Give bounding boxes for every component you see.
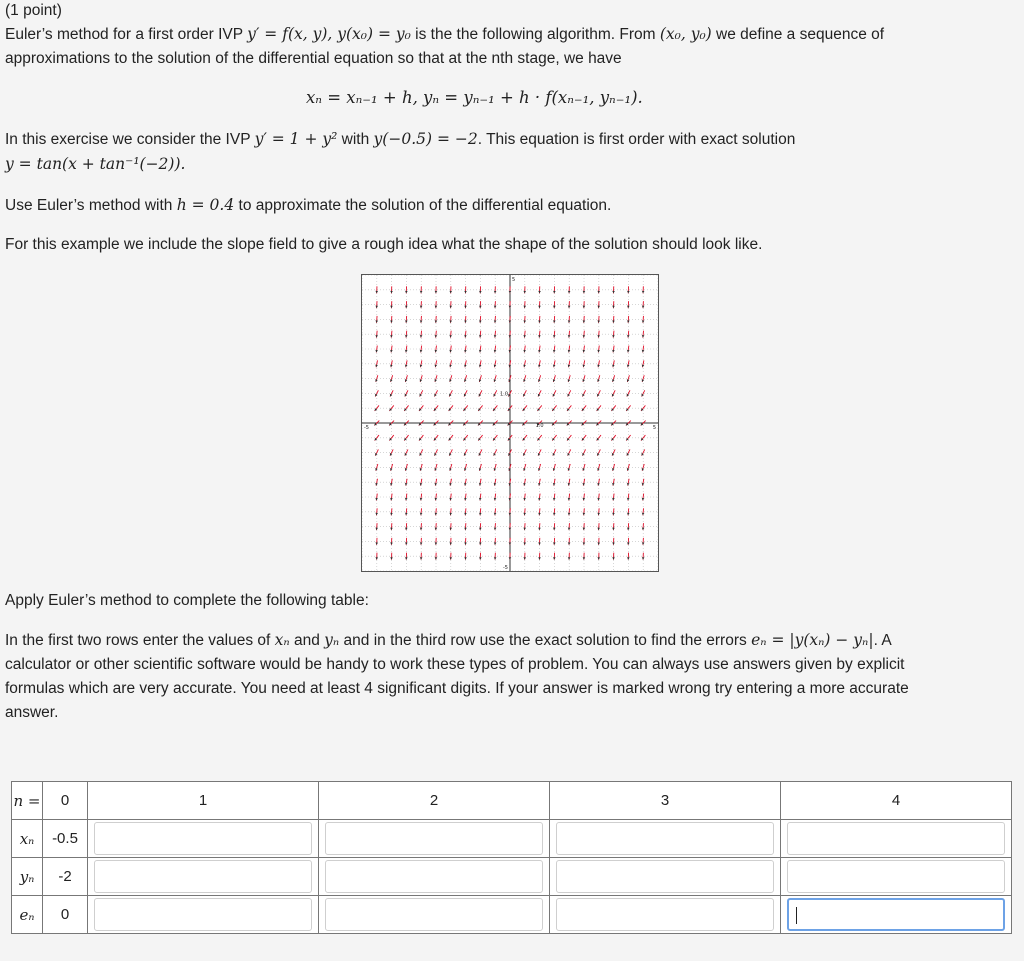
slope-arrow-head [642, 320, 645, 322]
y1-input[interactable] [94, 860, 312, 893]
slope-arrow-head [405, 335, 408, 338]
x4-input[interactable] [787, 822, 1005, 855]
apply-text: Apply Euler’s method to complete the following table: [5, 592, 369, 609]
tick-label-x: 1.0 [535, 423, 544, 429]
euler-formula: xₙ = xₙ₋₁ + h, yₙ = yₙ₋₁ + h · f(xₙ₋₁, yₙ₋₁). [306, 88, 643, 107]
slope-arrow-head [435, 320, 438, 322]
start-point-math: (x₀, y₀) [659, 25, 712, 43]
slope-arrow-head [494, 320, 497, 322]
slope-arrow-head [627, 557, 630, 559]
slope-arrow-head [568, 291, 571, 293]
slope-arrow-head [597, 557, 600, 559]
slope-arrow-head [583, 513, 586, 516]
slope-arrow-head [583, 542, 586, 544]
e1-input[interactable] [94, 898, 312, 931]
slope-arrow-head [509, 513, 512, 516]
slope-arrow-head [568, 335, 571, 338]
slope-arrow-head [568, 528, 571, 530]
slope-arrow-head [390, 557, 393, 559]
slope-arrow-head [627, 306, 630, 308]
n-label: n = [12, 782, 43, 820]
slope-arrow-head [464, 320, 467, 322]
slope-arrow-head [479, 320, 482, 322]
slope-arrow-head [612, 513, 615, 516]
slope-arrow-head [612, 320, 615, 322]
instr-text-line2: calculator or other scientific software would be handy to work these types of problem. You can always use answers given by explicit [5, 656, 905, 673]
slope-arrow-head [612, 335, 615, 338]
slope-arrow-head [642, 335, 645, 338]
instr-text-3: and in the third row use the exact solution to find the errors [339, 632, 752, 649]
e3-input[interactable] [556, 898, 774, 931]
slope-arrow-head [538, 528, 541, 530]
consider-text-3: . This equation is first order with exact solution [477, 131, 796, 148]
slope-arrow-head [464, 542, 467, 544]
slope-arrow-head [479, 335, 482, 338]
slope-arrow-head [464, 513, 467, 516]
slope-arrow-head [464, 306, 467, 308]
intro-paragraph [5, 22, 1010, 71]
slope-arrow-head [494, 335, 497, 338]
slope-arrow-head [523, 528, 526, 530]
instr-text-4: . A [873, 632, 892, 649]
e0-value: 0 [43, 896, 88, 934]
slope-arrow-head [583, 557, 586, 559]
slope-arrow-head [435, 542, 438, 544]
slope-arrow-head [627, 291, 630, 293]
slope-arrow-head [612, 542, 615, 544]
instr-xn-math: xₙ [274, 631, 290, 649]
slope-arrow-head [405, 557, 408, 559]
slope-arrow-head [449, 528, 452, 530]
slope-arrow-head [597, 528, 600, 530]
axis-label-x-right: 5 [652, 425, 656, 431]
slope-arrow-head [568, 320, 571, 322]
consider-paragraph [5, 127, 1010, 177]
table-row-en [12, 896, 1012, 934]
slope-arrow-head [523, 542, 526, 544]
slope-arrow-head [568, 557, 571, 559]
instr-text-line4: answer. [5, 704, 59, 721]
x1-input[interactable] [94, 822, 312, 855]
instr-error-math: eₙ = |y(xₙ) − yₙ| [751, 631, 874, 649]
slope-arrow-head [375, 557, 378, 559]
x0-value: -0.5 [43, 820, 88, 858]
slope-arrow-head [538, 306, 541, 308]
axis-label-y-top: 5 [512, 277, 516, 283]
slope-arrow-head [420, 335, 423, 338]
slope-arrow-head [449, 513, 452, 516]
slope-arrow-head [627, 542, 630, 544]
slope-arrow-head [583, 335, 586, 338]
slope-arrow-head [642, 542, 645, 544]
slope-arrow-head [375, 528, 378, 530]
slope-arrow-head [509, 306, 512, 308]
slope-arrow-head [553, 513, 556, 516]
x2-input[interactable] [325, 822, 543, 855]
slope-arrow-head [553, 557, 556, 559]
slope-arrow-head [553, 542, 556, 544]
use-text-2: to approximate the solution of the differential equation. [234, 197, 612, 214]
slope-arrow-head [538, 542, 541, 544]
slope-arrow-head [494, 557, 497, 559]
slope-arrow-head [390, 513, 393, 516]
slope-field-plot [361, 274, 659, 572]
use-text-1: Use Euler’s method with [5, 197, 177, 214]
slope-arrow-head [627, 320, 630, 322]
slope-arrow-head [405, 528, 408, 530]
slope-arrow-head [405, 513, 408, 516]
x3-input[interactable] [556, 822, 774, 855]
slope-arrow-head [509, 320, 512, 322]
consider-text-1: In this exercise we consider the IVP [5, 131, 255, 148]
ivp-math: y′ = f(x, y), y(x₀) = y₀ [247, 25, 411, 43]
slope-arrow-head [509, 335, 512, 338]
slope-arrow-head [375, 335, 378, 338]
slope-arrow-head [390, 291, 393, 293]
slope-arrow-head [523, 335, 526, 338]
slope-arrow-head [642, 306, 645, 308]
slope-arrow-head [583, 320, 586, 322]
slope-arrow-head [435, 335, 438, 338]
n0-value: 0 [43, 782, 88, 820]
slope-arrow-head [464, 335, 467, 338]
slope-arrow-head [642, 557, 645, 559]
slope-arrow-head [449, 542, 452, 544]
instr-text-line3: formulas which are very accurate. You need at least 4 significant digits. If your answer is marked wrong try entering a more accurate [5, 680, 909, 697]
slope-arrow-head [553, 528, 556, 530]
slope-arrow-head [494, 513, 497, 516]
slope-arrow-head [449, 306, 452, 308]
consider-text-2: with [337, 131, 374, 148]
slope-arrow-head [494, 291, 497, 293]
slope-arrow-head [449, 291, 452, 293]
y0-value: -2 [43, 858, 88, 896]
y2-input[interactable] [325, 860, 543, 893]
intro-text-2: is the the following algorithm. From [410, 26, 660, 43]
slope-arrow-head [627, 513, 630, 516]
slope-arrow-head [509, 542, 512, 544]
slope-arrow-head [509, 557, 512, 559]
slope-arrow-head [509, 528, 512, 530]
yn-label: yₙ [12, 858, 43, 896]
slope-arrow-head [435, 291, 438, 293]
slope-arrow-head [523, 306, 526, 308]
slope-arrow-head [553, 306, 556, 308]
slope-arrow-head [568, 513, 571, 516]
intro-text-1: Euler’s method for a first order IVP [5, 26, 248, 43]
instr-text-2: and [289, 632, 325, 649]
axis-label-y-bottom: -5 [503, 565, 508, 571]
intro-text-3: we define a sequence of [711, 26, 885, 43]
slope-arrow-head [553, 320, 556, 322]
en-label: eₙ [12, 896, 43, 934]
instr-text-1: In the first two rows enter the values of [5, 632, 275, 649]
slope-arrow-head [538, 320, 541, 322]
slope-arrow-head [538, 557, 541, 559]
slope-arrow-head [375, 306, 378, 308]
slope-arrow-head [449, 320, 452, 322]
slope-arrow-head [523, 557, 526, 559]
slope-arrow-head [642, 528, 645, 530]
table-row-yn [12, 858, 1012, 896]
slope-arrow-head [642, 513, 645, 516]
slope-arrow-head [479, 291, 482, 293]
slope-arrow-head [509, 291, 512, 293]
slope-arrow-head [479, 306, 482, 308]
slope-arrow-head [494, 306, 497, 308]
slope-arrow-head [449, 335, 452, 338]
slope-arrow-head [494, 542, 497, 544]
slope-arrow-head [597, 320, 600, 322]
slope-arrow-head [435, 557, 438, 559]
slope-arrow-head [479, 557, 482, 559]
slope-arrow-head [612, 528, 615, 530]
e4-input[interactable] [787, 898, 1005, 931]
slope-arrow-head [568, 542, 571, 544]
y4-input[interactable] [787, 860, 1005, 893]
slope-arrow-head [420, 557, 423, 559]
slope-arrow-head [405, 306, 408, 308]
slope-arrow-head [420, 542, 423, 544]
column-header-3: 3 [550, 782, 781, 820]
slope-arrow-head [583, 528, 586, 530]
slope-arrow-head [479, 528, 482, 530]
slope-field-svg [362, 275, 658, 571]
e2-input[interactable] [325, 898, 543, 931]
column-header-1: 1 [88, 782, 319, 820]
slope-arrow-head [390, 320, 393, 322]
slope-arrow-head [449, 557, 452, 559]
slope-arrow-head [375, 320, 378, 322]
slope-arrow-head [390, 528, 393, 530]
slope-arrow-head [553, 291, 556, 293]
axis-label-x-left: -5 [364, 425, 369, 431]
table-header-row [12, 782, 1012, 820]
slope-arrow-head [464, 528, 467, 530]
slope-arrow-head [583, 306, 586, 308]
slope-arrow-head [612, 557, 615, 559]
slope-arrow-head [538, 513, 541, 516]
slope-arrow-head [390, 542, 393, 544]
xn-label: xₙ [12, 820, 43, 858]
slope-arrow-head [464, 557, 467, 559]
slope-arrow-head [390, 335, 393, 338]
slope-arrow-head [435, 306, 438, 308]
step-paragraph [5, 193, 1010, 218]
slope-arrow-head [642, 291, 645, 293]
slope-field-text: For this example we include the slope field to give a rough idea what the shape of the solution should look like. [5, 236, 763, 253]
slope-arrow-head [597, 513, 600, 516]
slope-arrow-head [435, 528, 438, 530]
slope-arrow-head [612, 291, 615, 293]
column-header-2: 2 [319, 782, 550, 820]
slope-arrow-head [464, 291, 467, 293]
slope-arrow-head [597, 291, 600, 293]
euler-table [11, 781, 1012, 934]
slope-arrow-head [568, 306, 571, 308]
instr-yn-math: yₙ [324, 631, 340, 649]
exact-solution-math: y = tan(x + tan⁻¹(−2)). [5, 155, 186, 173]
slope-arrow-head [435, 513, 438, 516]
table-row-xn [12, 820, 1012, 858]
slope-arrow-head [405, 542, 408, 544]
slope-arrow-head [627, 528, 630, 530]
slope-arrow-head [597, 335, 600, 338]
slope-arrow-head [375, 542, 378, 544]
slope-arrow-head [553, 335, 556, 338]
slope-arrow-head [494, 528, 497, 530]
slope-arrow-head [420, 306, 423, 308]
instructions-paragraph [5, 628, 1010, 725]
text-caret [796, 907, 797, 924]
points-label: (1 point) [5, 2, 62, 19]
slope-arrow-head [479, 542, 482, 544]
slope-arrow-head [523, 320, 526, 322]
equation-math: y′ = 1 + y² [254, 130, 338, 148]
slope-arrow-head [627, 335, 630, 338]
slope-arrow-head [375, 291, 378, 293]
tick-label-y: 1.0 [500, 391, 508, 398]
slope-arrow-head [612, 306, 615, 308]
slope-arrow-head [538, 335, 541, 338]
slope-arrow-head [420, 528, 423, 530]
slope-arrow-head [597, 306, 600, 308]
intro-text-line2: approximations to the solution of the differential equation so that at the nth stage, we have [5, 50, 622, 67]
slope-arrow-head [523, 513, 526, 516]
column-header-4: 4 [781, 782, 1012, 820]
slope-arrow-head [583, 291, 586, 293]
slope-arrow-head [420, 320, 423, 322]
y3-input[interactable] [556, 860, 774, 893]
slope-arrow-head [405, 320, 408, 322]
slope-arrow-head [538, 291, 541, 293]
slope-arrow-head [479, 513, 482, 516]
slope-arrow-head [420, 291, 423, 293]
step-size-math: h = 0.4 [176, 196, 235, 214]
slope-arrow-head [523, 291, 526, 293]
slope-arrow-head [405, 291, 408, 293]
slope-arrow-head [375, 513, 378, 516]
slope-arrow-head [390, 306, 393, 308]
slope-arrow-head [420, 513, 423, 516]
initial-condition-math: y(−0.5) = −2 [373, 130, 478, 148]
slope-arrow-head [597, 542, 600, 544]
